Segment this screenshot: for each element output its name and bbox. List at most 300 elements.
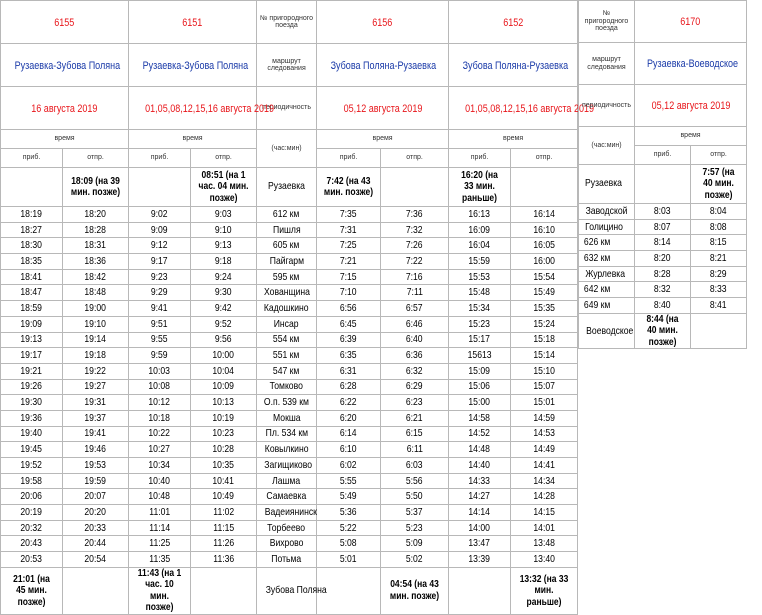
departure-time-6156: 7:32 bbox=[381, 222, 449, 238]
last-arr-6151: 11:43 (на 1 час. 10 мин. позже) bbox=[129, 567, 191, 614]
departure-time-6155: 20:44 bbox=[63, 536, 129, 552]
table-row bbox=[1, 520, 578, 536]
departure-time-6151: 10:19 bbox=[191, 410, 257, 426]
route-label: маршрут следования bbox=[579, 43, 635, 85]
station-name: Зубова Поляна bbox=[257, 567, 317, 614]
station-name: Лашма bbox=[257, 473, 317, 489]
station-name: Ковылкино bbox=[257, 442, 317, 458]
station-name: Хованщина bbox=[257, 285, 317, 301]
departure-time-6152: 14:34 bbox=[511, 473, 578, 489]
period-label: периодичность bbox=[579, 85, 635, 127]
arrival-time-6155: 20:32 bbox=[1, 520, 63, 536]
departure-time-6151: 11:15 bbox=[191, 520, 257, 536]
departure-time-6156: 6:32 bbox=[381, 363, 449, 379]
arrival-time-6156: 5:36 bbox=[317, 505, 381, 521]
departure-time-6152: 14:15 bbox=[511, 505, 578, 521]
departure-time-6156: 6:46 bbox=[381, 316, 449, 332]
arrival-time-6156: 7:35 bbox=[317, 207, 381, 223]
table-row bbox=[1, 285, 578, 301]
train-number-6156: 6156 bbox=[317, 1, 449, 44]
empty-cell bbox=[63, 567, 129, 614]
departure-time-6151: 9:52 bbox=[191, 316, 257, 332]
departure-time-6152: 15:35 bbox=[511, 301, 578, 317]
schedule-rows-6170 bbox=[579, 204, 747, 314]
arrival-time-6152: 14:58 bbox=[449, 410, 511, 426]
departure-time-6155: 19:37 bbox=[63, 410, 129, 426]
departure-time-6151: 11:36 bbox=[191, 552, 257, 568]
arrival-time-6152: 15:09 bbox=[449, 363, 511, 379]
arrival-time-6152: 13:47 bbox=[449, 536, 511, 552]
departure-time-6152: 13:48 bbox=[511, 536, 578, 552]
departure-time-6156: 6:36 bbox=[381, 348, 449, 364]
table-row bbox=[579, 298, 747, 314]
arrival-time-6155: 18:19 bbox=[1, 207, 63, 223]
arrival-time-6155: 19:36 bbox=[1, 410, 63, 426]
departure-time-6155: 18:36 bbox=[63, 254, 129, 270]
arrival-time-6151: 9:17 bbox=[129, 254, 191, 270]
departure-time-6156: 5:50 bbox=[381, 489, 449, 505]
table-row bbox=[1, 552, 578, 568]
station-name: Журлевка bbox=[579, 266, 635, 282]
departure-time-6156: 5:37 bbox=[381, 505, 449, 521]
empty-cell bbox=[129, 168, 191, 207]
arrival-time-6156: 6:31 bbox=[317, 363, 381, 379]
station-name: 595 км bbox=[257, 269, 317, 285]
departure-time-6151: 9:18 bbox=[191, 254, 257, 270]
table-row bbox=[1, 254, 578, 270]
table-row bbox=[1, 489, 578, 505]
station-name: Заводской bbox=[579, 204, 635, 220]
period-label: периодичность bbox=[257, 87, 317, 130]
departure-time-6151: 10:23 bbox=[191, 426, 257, 442]
departure-time-6155: 19:46 bbox=[63, 442, 129, 458]
departure-time-6156: 6:03 bbox=[381, 458, 449, 474]
arrival-time-6170: 8:14 bbox=[635, 235, 691, 251]
arrival-time-6156: 6:22 bbox=[317, 395, 381, 411]
departure-time-6151: 9:13 bbox=[191, 238, 257, 254]
arrival-time-6152: 16:13 bbox=[449, 207, 511, 223]
arrival-time-6155: 19:52 bbox=[1, 458, 63, 474]
arrival-time-6156: 6:28 bbox=[317, 379, 381, 395]
departure-time-6152: 14:28 bbox=[511, 489, 578, 505]
arrival-time-6155: 19:45 bbox=[1, 442, 63, 458]
arrival-time-6155: 20:53 bbox=[1, 552, 63, 568]
table-row bbox=[1, 505, 578, 521]
table-row bbox=[1, 222, 578, 238]
departure-time-6156: 5:09 bbox=[381, 536, 449, 552]
station-name: Вадеиянинск bbox=[257, 505, 317, 521]
time-label: время bbox=[317, 130, 449, 149]
table-row bbox=[1, 348, 578, 364]
empty-cell bbox=[191, 567, 257, 614]
departure-time-6152: 14:49 bbox=[511, 442, 578, 458]
table-row bbox=[1, 426, 578, 442]
departure-time-6151: 9:03 bbox=[191, 207, 257, 223]
station-name: Вихрово bbox=[257, 536, 317, 552]
empty-cell bbox=[691, 313, 747, 349]
empty-cell bbox=[381, 168, 449, 207]
arrival-time-6151: 10:48 bbox=[129, 489, 191, 505]
arrival-time-6151: 10:18 bbox=[129, 410, 191, 426]
departure-time-6155: 19:22 bbox=[63, 363, 129, 379]
departure-time-6152: 16:00 bbox=[511, 254, 578, 270]
departure-time-6155: 20:07 bbox=[63, 489, 129, 505]
departure-time-6170: 8:15 bbox=[691, 235, 747, 251]
route-label: маршрут следования bbox=[257, 44, 317, 87]
departure-time-6156: 6:40 bbox=[381, 332, 449, 348]
departure-time-6170: 8:04 bbox=[691, 204, 747, 220]
last-dep-6152: 13:32 (на 33 мин. раньше) bbox=[511, 567, 578, 614]
departure-label: отпр. bbox=[691, 146, 747, 165]
arrival-time-6152: 15:23 bbox=[449, 316, 511, 332]
period-6151: 01,05,08,12,15,16 августа 2019 bbox=[129, 87, 257, 130]
departure-time-6151: 10:13 bbox=[191, 395, 257, 411]
departure-time-6170: 8:33 bbox=[691, 282, 747, 298]
arrival-label: приб. bbox=[317, 149, 381, 168]
route-6151: Рузаевка-Зубова Поляна bbox=[129, 44, 257, 87]
arrival-time-6155: 19:58 bbox=[1, 473, 63, 489]
arrival-time-6151: 11:01 bbox=[129, 505, 191, 521]
station-name: Воеводское bbox=[579, 313, 635, 349]
arrival-time-6170: 8:32 bbox=[635, 282, 691, 298]
table-row bbox=[1, 363, 578, 379]
arrival-time-6151: 9:23 bbox=[129, 269, 191, 285]
time-label: время bbox=[129, 130, 257, 149]
arrival-time-6152: 14:48 bbox=[449, 442, 511, 458]
departure-time-6155: 19:41 bbox=[63, 426, 129, 442]
departure-time-6155: 19:31 bbox=[63, 395, 129, 411]
station-name: Торбеево bbox=[257, 520, 317, 536]
departure-time-6151: 9:42 bbox=[191, 301, 257, 317]
arrival-time-6155: 19:40 bbox=[1, 426, 63, 442]
arrival-time-6152: 15:17 bbox=[449, 332, 511, 348]
departure-time-6156: 5:56 bbox=[381, 473, 449, 489]
table-row bbox=[579, 204, 747, 220]
arrival-time-6155: 20:06 bbox=[1, 489, 63, 505]
table-row bbox=[1, 301, 578, 317]
table-row bbox=[1, 458, 578, 474]
departure-time-6155: 20:33 bbox=[63, 520, 129, 536]
arrival-time-6151: 10:03 bbox=[129, 363, 191, 379]
arrival-time-6155: 19:26 bbox=[1, 379, 63, 395]
departure-time-6151: 10:49 bbox=[191, 489, 257, 505]
departure-time-6170: 8:29 bbox=[691, 266, 747, 282]
station-name: Пл. 534 км bbox=[257, 426, 317, 442]
departure-time-6152: 15:49 bbox=[511, 285, 578, 301]
arrival-label: приб. bbox=[1, 149, 63, 168]
departure-time-6170: 8:21 bbox=[691, 251, 747, 267]
train-number-6151: 6151 bbox=[129, 1, 257, 44]
arrival-time-6151: 10:08 bbox=[129, 379, 191, 395]
departure-time-6170: 8:08 bbox=[691, 219, 747, 235]
station-name: Пайгарм bbox=[257, 254, 317, 270]
arrival-time-6152: 16:09 bbox=[449, 222, 511, 238]
departure-time-6152: 16:05 bbox=[511, 238, 578, 254]
schedule-table-6170 bbox=[578, 0, 747, 349]
station-name: 626 км bbox=[579, 235, 635, 251]
arrival-time-6156: 5:55 bbox=[317, 473, 381, 489]
departure-time-6155: 19:10 bbox=[63, 316, 129, 332]
arrival-time-6156: 5:01 bbox=[317, 552, 381, 568]
arrival-time-6152: 15:48 bbox=[449, 285, 511, 301]
arrival-time-6155: 20:43 bbox=[1, 536, 63, 552]
table-row bbox=[1, 442, 578, 458]
departure-time-6151: 9:56 bbox=[191, 332, 257, 348]
departure-time-6151: 10:41 bbox=[191, 473, 257, 489]
arrival-time-6151: 10:34 bbox=[129, 458, 191, 474]
schedule-rows bbox=[1, 207, 578, 568]
station-name: 649 км bbox=[579, 298, 635, 314]
station-name: 554 км bbox=[257, 332, 317, 348]
arrival-time-6156: 6:39 bbox=[317, 332, 381, 348]
arrival-time-6151: 9:51 bbox=[129, 316, 191, 332]
train-number-6155: 6155 bbox=[1, 1, 129, 44]
arrival-time-6156: 6:45 bbox=[317, 316, 381, 332]
arrival-time-6151: 10:40 bbox=[129, 473, 191, 489]
departure-time-6152: 15:24 bbox=[511, 316, 578, 332]
departure-label: отпр. bbox=[63, 149, 129, 168]
station-name: О.п. 539 км bbox=[257, 395, 317, 411]
arrival-time-6152: 15613 bbox=[449, 348, 511, 364]
arrival-time-6151: 9:59 bbox=[129, 348, 191, 364]
first-dep-6170: 7:57 (на 40 мин. позже) bbox=[691, 165, 747, 204]
arrival-time-6156: 7:31 bbox=[317, 222, 381, 238]
departure-time-6151: 10:00 bbox=[191, 348, 257, 364]
arrival-time-6152: 15:34 bbox=[449, 301, 511, 317]
departure-time-6155: 18:31 bbox=[63, 238, 129, 254]
arrival-time-6155: 18:59 bbox=[1, 301, 63, 317]
empty-cell bbox=[1, 168, 63, 207]
departure-time-6156: 7:26 bbox=[381, 238, 449, 254]
departure-time-6152: 15:14 bbox=[511, 348, 578, 364]
arrival-time-6156: 7:25 bbox=[317, 238, 381, 254]
arrival-label: приб. bbox=[449, 149, 511, 168]
arrival-time-6152: 13:39 bbox=[449, 552, 511, 568]
arrival-time-6151: 10:12 bbox=[129, 395, 191, 411]
route-6170: Рузаевка-Воеводское bbox=[635, 43, 747, 85]
departure-time-6156: 5:02 bbox=[381, 552, 449, 568]
station-name: Самаевка bbox=[257, 489, 317, 505]
departure-time-6155: 19:18 bbox=[63, 348, 129, 364]
arrival-time-6170: 8:40 bbox=[635, 298, 691, 314]
departure-time-6156: 7:16 bbox=[381, 269, 449, 285]
time-label: время bbox=[1, 130, 129, 149]
departure-time-6151: 10:28 bbox=[191, 442, 257, 458]
station-name: 605 км bbox=[257, 238, 317, 254]
departure-time-6155: 20:20 bbox=[63, 505, 129, 521]
last-arr-6155: 21:01 (на 45 мин. позже) bbox=[1, 567, 63, 614]
arrival-time-6156: 7:10 bbox=[317, 285, 381, 301]
departure-time-6156: 6:15 bbox=[381, 426, 449, 442]
departure-time-6156: 6:11 bbox=[381, 442, 449, 458]
departure-time-6155: 19:00 bbox=[63, 301, 129, 317]
arrival-time-6151: 9:55 bbox=[129, 332, 191, 348]
arrival-time-6155: 19:21 bbox=[1, 363, 63, 379]
table-row bbox=[1, 332, 578, 348]
arrival-time-6156: 6:10 bbox=[317, 442, 381, 458]
table-row bbox=[579, 266, 747, 282]
arrival-time-6155: 19:13 bbox=[1, 332, 63, 348]
table-row bbox=[1, 269, 578, 285]
station-name: Инсар bbox=[257, 316, 317, 332]
arrival-time-6170: 8:07 bbox=[635, 219, 691, 235]
arrival-time-6156: 5:08 bbox=[317, 536, 381, 552]
empty-cell bbox=[635, 165, 691, 204]
period-6155: 16 августа 2019 bbox=[1, 87, 129, 130]
arrival-time-6152: 15:00 bbox=[449, 395, 511, 411]
departure-label: отпр. bbox=[381, 149, 449, 168]
first-dep-6151: 08:51 (на 1 час. 04 мин. позже) bbox=[191, 168, 257, 207]
arrival-time-6156: 6:35 bbox=[317, 348, 381, 364]
departure-time-6151: 9:30 bbox=[191, 285, 257, 301]
arrival-time-6156: 7:21 bbox=[317, 254, 381, 270]
departure-label: отпр. bbox=[511, 149, 578, 168]
arrival-time-6151: 11:35 bbox=[129, 552, 191, 568]
departure-time-6151: 10:04 bbox=[191, 363, 257, 379]
departure-time-6152: 15:18 bbox=[511, 332, 578, 348]
station-name: 547 км bbox=[257, 363, 317, 379]
departure-time-6156: 7:36 bbox=[381, 207, 449, 223]
departure-time-6152: 16:14 bbox=[511, 207, 578, 223]
departure-time-6155: 19:59 bbox=[63, 473, 129, 489]
arrival-time-6156: 5:49 bbox=[317, 489, 381, 505]
train-number-label: № пригородного поезда bbox=[257, 1, 317, 44]
time-label: время bbox=[449, 130, 578, 149]
departure-time-6151: 11:26 bbox=[191, 536, 257, 552]
period-6170: 05,12 августа 2019 bbox=[635, 85, 747, 127]
train-number-6152: 6152 bbox=[449, 1, 578, 44]
arrival-time-6152: 14:27 bbox=[449, 489, 511, 505]
arrival-time-6156: 7:15 bbox=[317, 269, 381, 285]
arrival-time-6155: 19:30 bbox=[1, 395, 63, 411]
table-row bbox=[1, 379, 578, 395]
arrival-label: приб. bbox=[635, 146, 691, 165]
station-name: 612 км bbox=[257, 207, 317, 223]
departure-time-6155: 18:42 bbox=[63, 269, 129, 285]
route-6156: Зубова Поляна-Рузаевка bbox=[317, 44, 449, 87]
route-6155: Рузаевка-Зубова Поляна bbox=[1, 44, 129, 87]
route-6152: Зубова Поляна-Рузаевка bbox=[449, 44, 578, 87]
table-row bbox=[1, 473, 578, 489]
arrival-time-6155: 18:41 bbox=[1, 269, 63, 285]
table-row bbox=[579, 251, 747, 267]
hours-label: (час:мин) bbox=[257, 130, 317, 168]
arrival-time-6151: 10:27 bbox=[129, 442, 191, 458]
train-number-label: № пригородного поезда bbox=[579, 1, 635, 43]
empty-cell bbox=[449, 567, 511, 614]
time-label: время bbox=[635, 127, 747, 146]
arrival-time-6156: 6:14 bbox=[317, 426, 381, 442]
departure-time-6152: 16:10 bbox=[511, 222, 578, 238]
departure-time-6155: 18:48 bbox=[63, 285, 129, 301]
departure-time-6152: 15:10 bbox=[511, 363, 578, 379]
arrival-time-6152: 14:14 bbox=[449, 505, 511, 521]
arrival-time-6155: 18:27 bbox=[1, 222, 63, 238]
arrival-time-6155: 19:17 bbox=[1, 348, 63, 364]
train-number-6170: 6170 bbox=[635, 1, 747, 43]
departure-time-6155: 19:14 bbox=[63, 332, 129, 348]
arrival-time-6152: 14:33 bbox=[449, 473, 511, 489]
departure-time-6151: 11:02 bbox=[191, 505, 257, 521]
station-name: 551 км bbox=[257, 348, 317, 364]
departure-time-6156: 6:57 bbox=[381, 301, 449, 317]
arrival-time-6152: 15:06 bbox=[449, 379, 511, 395]
period-6156: 05,12 августа 2019 bbox=[317, 87, 449, 130]
empty-cell bbox=[511, 168, 578, 207]
arrival-time-6170: 8:28 bbox=[635, 266, 691, 282]
arrival-time-6170: 8:20 bbox=[635, 251, 691, 267]
arrival-time-6151: 9:09 bbox=[129, 222, 191, 238]
station-name: Мокша bbox=[257, 410, 317, 426]
arrival-time-6155: 18:30 bbox=[1, 238, 63, 254]
table-row bbox=[1, 238, 578, 254]
table-row bbox=[1, 410, 578, 426]
arrival-time-6156: 6:02 bbox=[317, 458, 381, 474]
arrival-time-6156: 6:20 bbox=[317, 410, 381, 426]
station-name: Кадошкино bbox=[257, 301, 317, 317]
arrival-time-6151: 11:14 bbox=[129, 520, 191, 536]
arrival-time-6151: 10:22 bbox=[129, 426, 191, 442]
departure-time-6152: 14:59 bbox=[511, 410, 578, 426]
departure-time-6151: 9:10 bbox=[191, 222, 257, 238]
period-6152: 01,05,08,12,15,16 августа 2019 bbox=[449, 87, 578, 130]
departure-time-6156: 6:23 bbox=[381, 395, 449, 411]
departure-time-6151: 10:09 bbox=[191, 379, 257, 395]
arrival-time-6152: 14:40 bbox=[449, 458, 511, 474]
table-row bbox=[579, 219, 747, 235]
station-name: Томково bbox=[257, 379, 317, 395]
departure-time-6152: 14:53 bbox=[511, 426, 578, 442]
station-name: Голицино bbox=[579, 219, 635, 235]
arrival-time-6151: 9:12 bbox=[129, 238, 191, 254]
departure-label: отпр. bbox=[191, 149, 257, 168]
station-name: Потьма bbox=[257, 552, 317, 568]
arrival-time-6155: 18:47 bbox=[1, 285, 63, 301]
station-name: Пишля bbox=[257, 222, 317, 238]
departure-time-6155: 18:28 bbox=[63, 222, 129, 238]
arrival-time-6151: 9:41 bbox=[129, 301, 191, 317]
table-row bbox=[1, 207, 578, 223]
last-arr-6170: 8:44 (на 40 мин. позже) bbox=[635, 313, 691, 349]
departure-time-6156: 7:22 bbox=[381, 254, 449, 270]
first-arr-6156: 7:42 (на 43 мин. позже) bbox=[317, 168, 381, 207]
departure-time-6155: 19:27 bbox=[63, 379, 129, 395]
departure-time-6152: 15:54 bbox=[511, 269, 578, 285]
arrival-time-6155: 19:09 bbox=[1, 316, 63, 332]
departure-time-6156: 5:23 bbox=[381, 520, 449, 536]
departure-time-6152: 15:01 bbox=[511, 395, 578, 411]
departure-time-6156: 6:21 bbox=[381, 410, 449, 426]
last-dep-6156: 04:54 (на 43 мин. позже) bbox=[381, 567, 449, 614]
table-row bbox=[579, 282, 747, 298]
departure-time-6170: 8:41 bbox=[691, 298, 747, 314]
station-name: Рузаевка bbox=[257, 168, 317, 207]
station-name: 642 км bbox=[579, 282, 635, 298]
arrival-time-6152: 16:04 bbox=[449, 238, 511, 254]
arrival-time-6155: 18:35 bbox=[1, 254, 63, 270]
arrival-time-6156: 6:56 bbox=[317, 301, 381, 317]
departure-time-6155: 20:54 bbox=[63, 552, 129, 568]
hours-label: (час:мин) bbox=[579, 127, 635, 165]
arrival-time-6170: 8:03 bbox=[635, 204, 691, 220]
arrival-time-6151: 11:25 bbox=[129, 536, 191, 552]
arrival-time-6152: 14:52 bbox=[449, 426, 511, 442]
table-row bbox=[1, 316, 578, 332]
departure-time-6152: 15:07 bbox=[511, 379, 578, 395]
arrival-time-6155: 20:19 bbox=[1, 505, 63, 521]
station-name: Загищиково bbox=[257, 458, 317, 474]
table-row bbox=[1, 395, 578, 411]
